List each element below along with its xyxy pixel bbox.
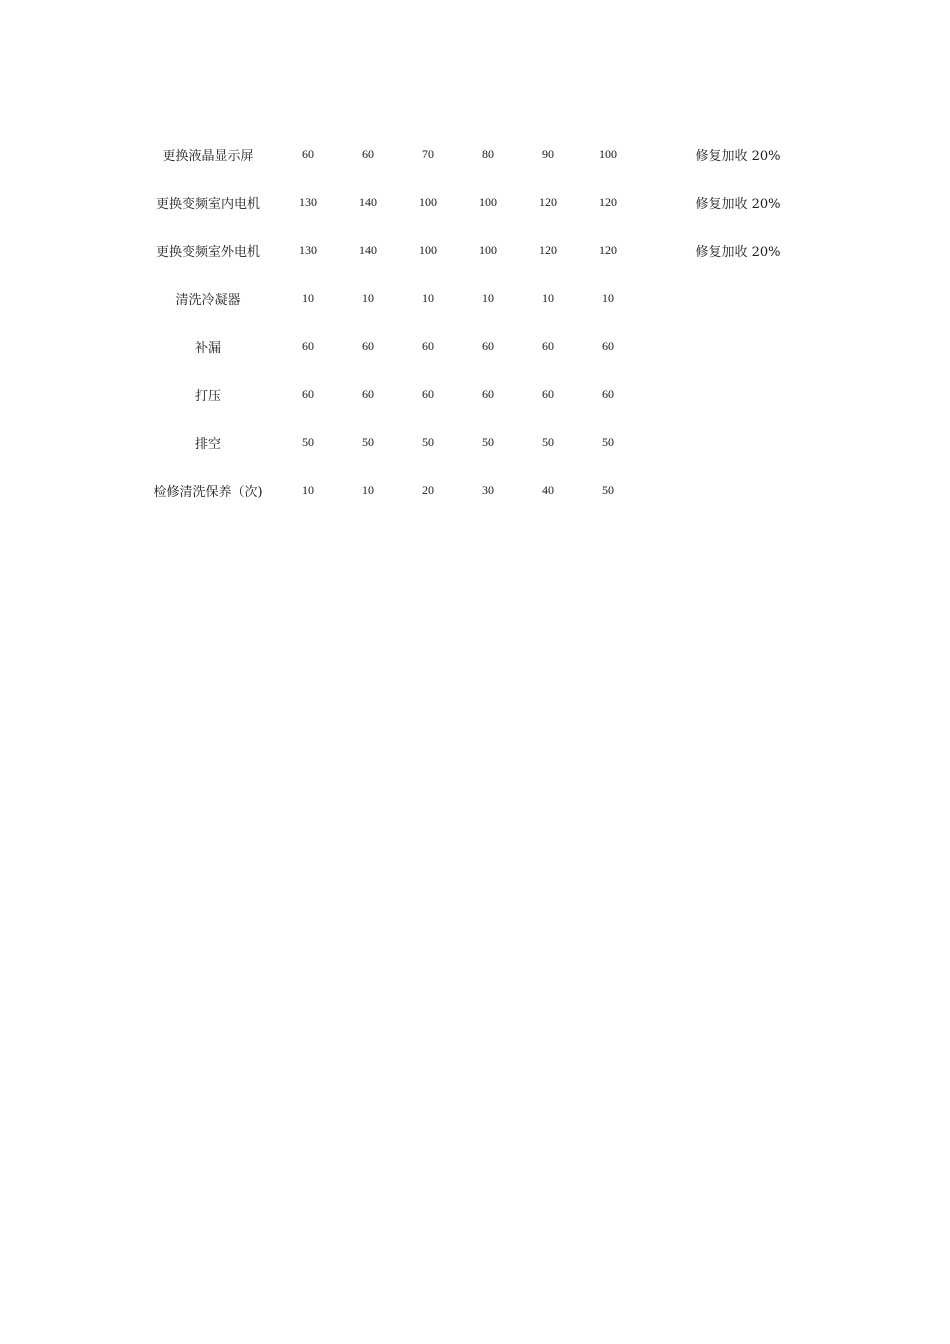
note-cell [668, 370, 808, 418]
price-cell: 60 [602, 338, 614, 353]
table-row [138, 226, 808, 274]
price-cell: 40 [542, 482, 554, 497]
price-cell: 60 [482, 338, 494, 353]
price-cell: 120 [599, 194, 617, 209]
table-row [138, 178, 808, 226]
price-cell: 50 [362, 434, 374, 449]
price-cell: 130 [299, 242, 317, 257]
price-cell: 50 [602, 434, 614, 449]
table-row [138, 418, 808, 466]
spacer-cell [638, 226, 668, 274]
price-cell: 10 [362, 290, 374, 305]
price-cell: 50 [602, 482, 614, 497]
table-row [138, 466, 808, 514]
spacer-cell [638, 130, 668, 178]
price-cell: 60 [422, 338, 434, 353]
price-cell: 80 [482, 146, 494, 161]
price-cell: 10 [542, 290, 554, 305]
price-cell: 50 [542, 434, 554, 449]
item-name: 打压 [194, 388, 221, 404]
item-name: 补漏 [194, 340, 221, 356]
note-cell [668, 418, 808, 466]
note-cell: 修复加收 20% [695, 196, 781, 212]
price-cell: 120 [539, 242, 557, 257]
price-cell: 10 [302, 482, 314, 497]
price-cell: 60 [362, 146, 374, 161]
spacer-cell [638, 274, 668, 322]
price-cell: 10 [362, 482, 374, 497]
price-cell: 120 [539, 194, 557, 209]
price-cell: 100 [479, 242, 497, 257]
table-row [138, 370, 808, 418]
price-cell: 100 [419, 242, 437, 257]
note-cell [668, 322, 808, 370]
item-name: 更换变频室外电机 [155, 244, 260, 260]
item-name: 排空 [194, 436, 221, 452]
note-cell: 修复加收 20% [695, 244, 781, 260]
price-cell: 100 [419, 194, 437, 209]
price-cell: 20 [422, 482, 434, 497]
price-cell: 140 [359, 194, 377, 209]
price-cell: 70 [422, 146, 434, 161]
item-name: 更换液晶显示屏 [162, 148, 254, 164]
price-cell: 130 [299, 194, 317, 209]
price-cell: 140 [359, 242, 377, 257]
price-cell: 10 [422, 290, 434, 305]
note-cell [668, 274, 808, 322]
price-cell: 60 [302, 386, 314, 401]
price-cell: 10 [602, 290, 614, 305]
price-cell: 100 [479, 194, 497, 209]
price-cell: 60 [602, 386, 614, 401]
spacer-cell [638, 322, 668, 370]
spacer-cell [638, 178, 668, 226]
price-cell: 100 [599, 146, 617, 161]
price-cell: 60 [362, 338, 374, 353]
price-cell: 60 [422, 386, 434, 401]
price-cell: 60 [302, 338, 314, 353]
price-cell: 30 [482, 482, 494, 497]
price-cell: 60 [362, 386, 374, 401]
table-row [138, 322, 808, 370]
spacer-cell [638, 466, 668, 514]
spacer-cell [638, 418, 668, 466]
table-row [138, 130, 808, 178]
price-cell: 10 [482, 290, 494, 305]
price-cell: 60 [482, 386, 494, 401]
price-cell: 120 [599, 242, 617, 257]
table-row [138, 274, 808, 322]
price-cell: 60 [542, 386, 554, 401]
price-cell: 90 [542, 146, 554, 161]
price-cell: 60 [302, 146, 314, 161]
note-cell [668, 466, 808, 514]
price-cell: 60 [542, 338, 554, 353]
item-name: 检修清洗保养（次) [153, 484, 263, 500]
price-cell: 50 [302, 434, 314, 449]
spacer-cell [638, 370, 668, 418]
price-cell: 50 [482, 434, 494, 449]
repair-price-table [138, 130, 808, 514]
note-cell: 修复加收 20% [695, 148, 781, 164]
price-cell: 10 [302, 290, 314, 305]
item-name: 清洗冷凝器 [175, 292, 241, 308]
item-name: 更换变频室内电机 [155, 196, 260, 212]
price-cell: 50 [422, 434, 434, 449]
